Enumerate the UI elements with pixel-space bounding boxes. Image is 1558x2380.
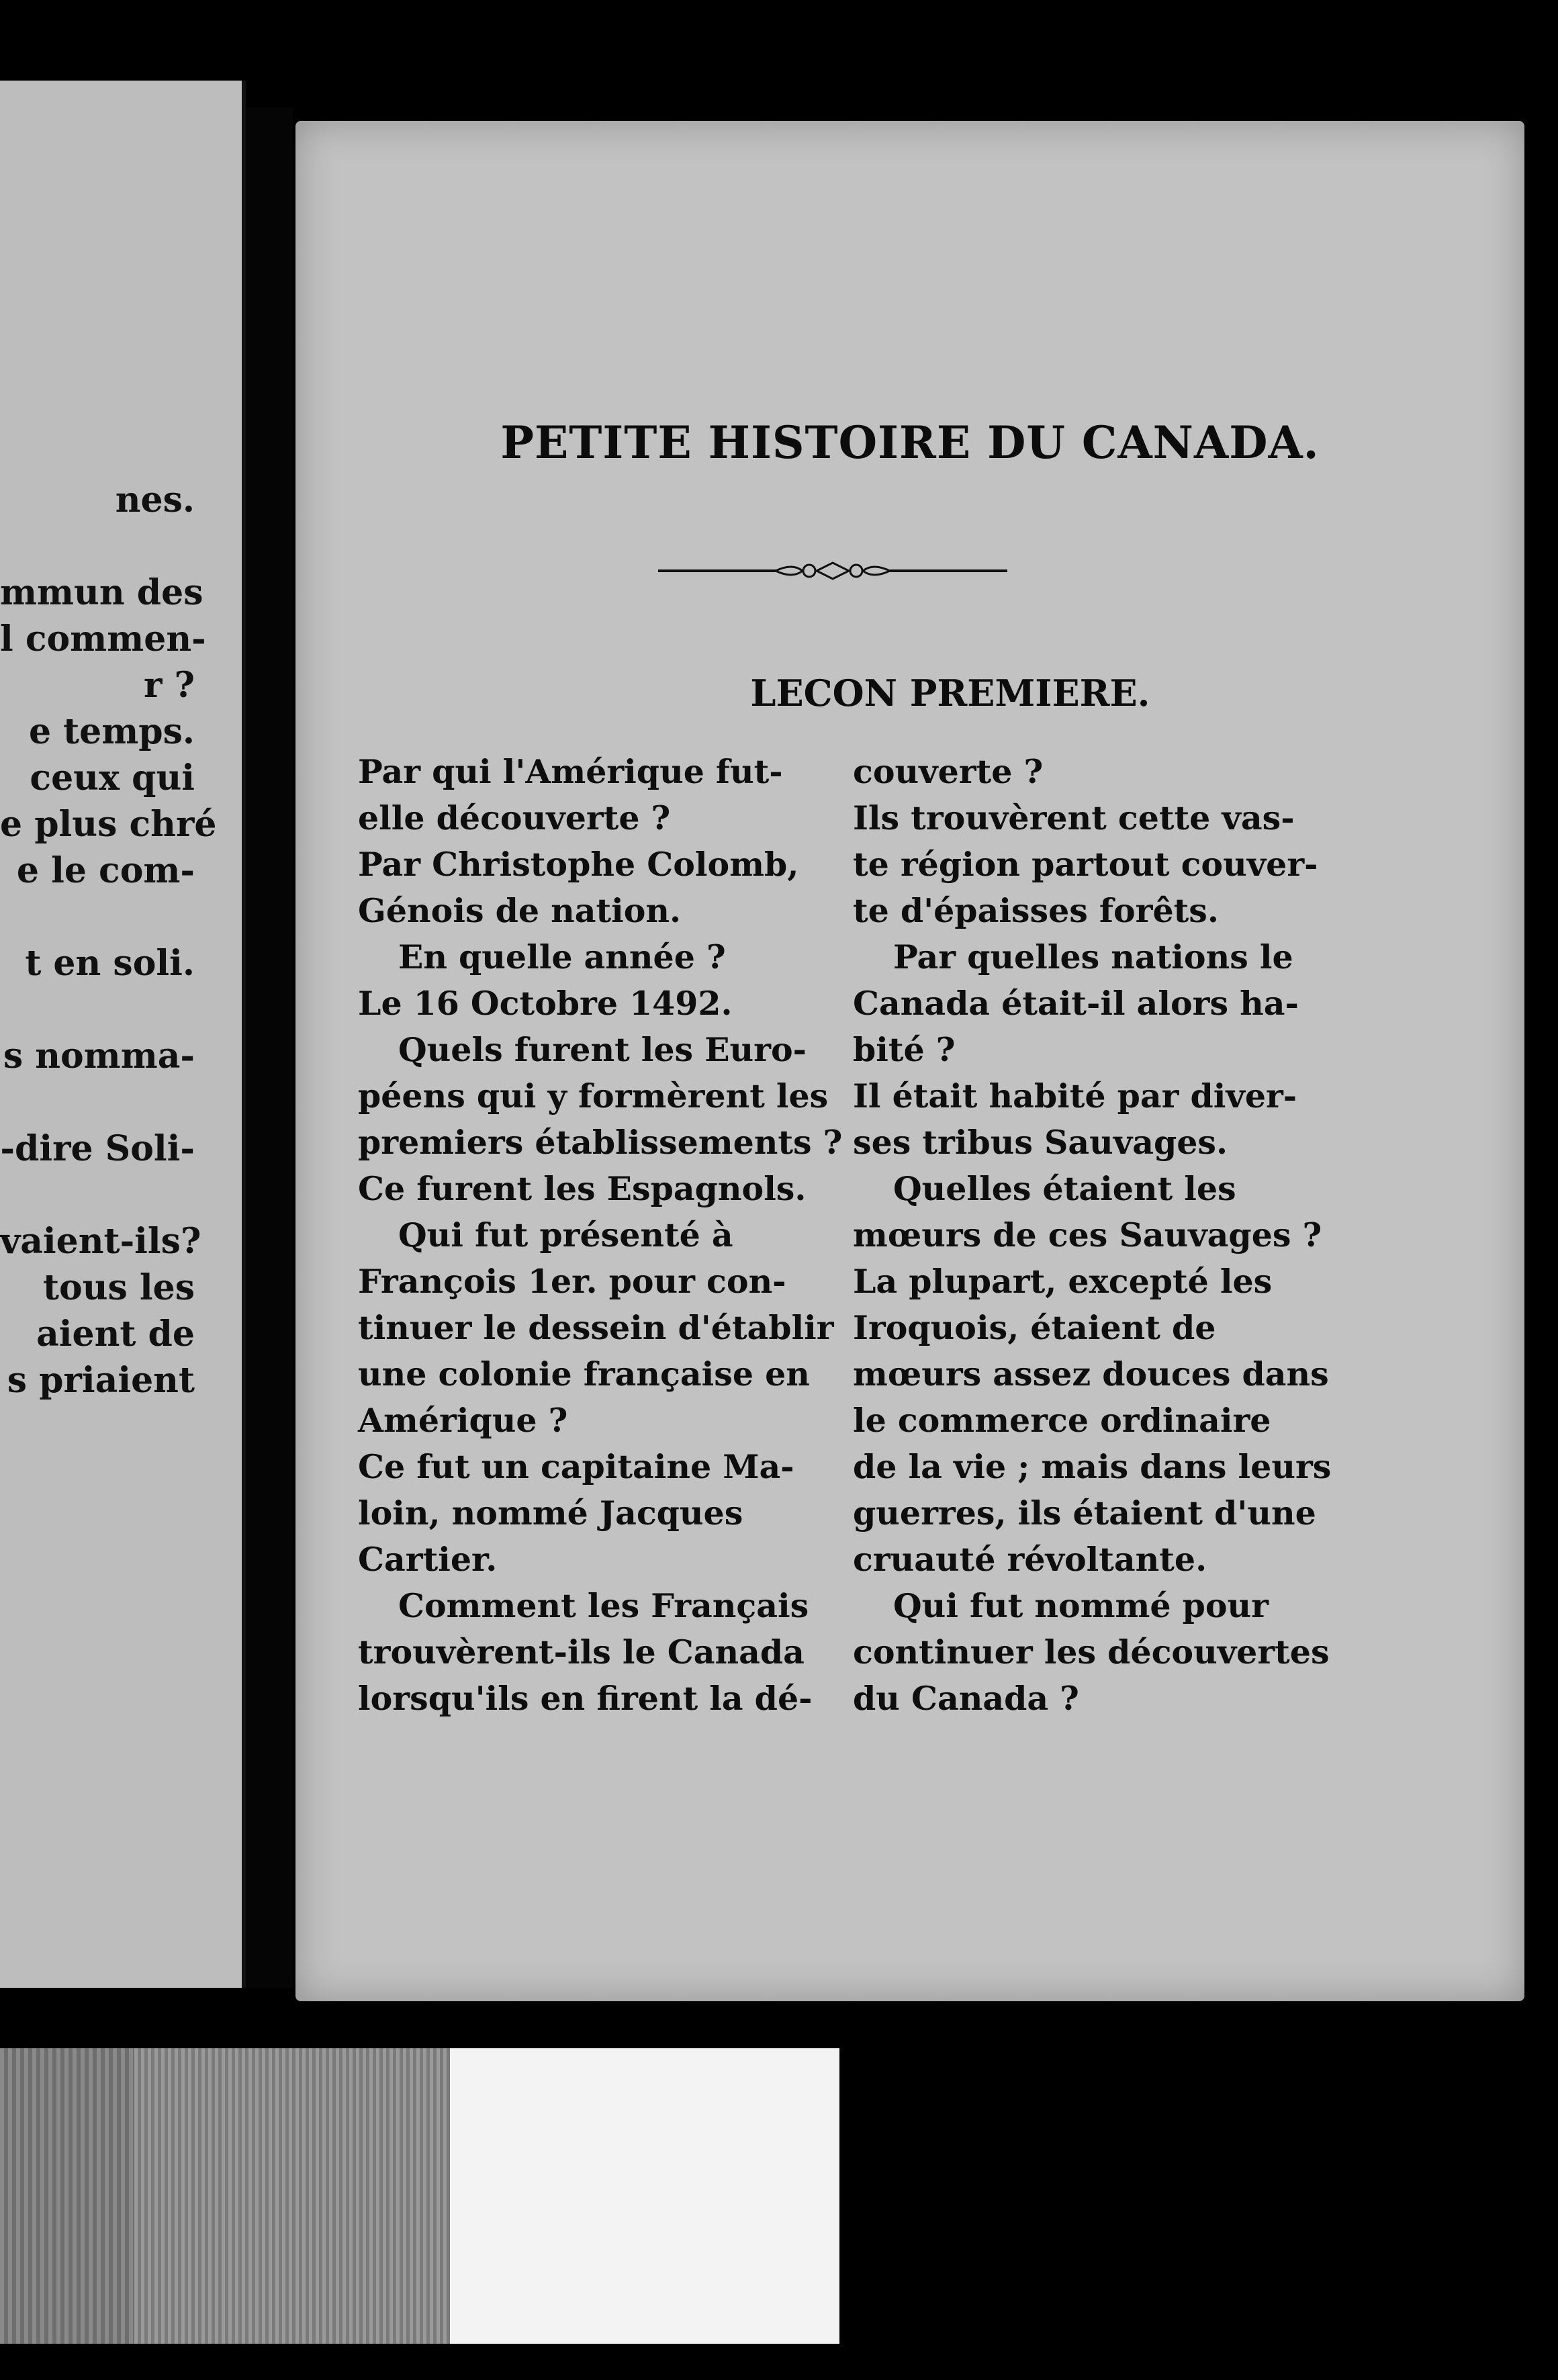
text-line: l commen- <box>0 619 206 659</box>
text-line: mœurs assez douces dans <box>853 1355 1329 1393</box>
text-line: Ils trouvèrent cette vas- <box>853 798 1295 837</box>
text-line: Ce furent les Espagnols. <box>358 1169 807 1208</box>
text-line: péens qui y formèrent les <box>358 1077 829 1115</box>
text-line: loin, nommé Jacques <box>358 1494 743 1532</box>
text-line: vaient-ils? <box>0 1221 201 1262</box>
text-line: lorsqu'ils en firent la dé- <box>358 1679 813 1718</box>
text-line: s priaient <box>7 1360 195 1401</box>
text-line: le commerce ordinaire <box>853 1401 1271 1440</box>
book-cover-edge <box>134 2048 450 2344</box>
text-line: elle découverte ? <box>358 798 671 837</box>
text-line <box>0 1079 195 1126</box>
text-line: ses tribus Sauvages. <box>853 1123 1228 1162</box>
text-line: Canada était-il alors ha- <box>853 984 1299 1023</box>
text-line: premiers établissements ? <box>358 1123 843 1162</box>
ornament-divider <box>658 551 1007 591</box>
page-title: PETITE HISTOIRE DU CANADA. <box>500 416 1320 469</box>
text-line: e temps. <box>28 711 195 752</box>
text-line: François 1er. pour con- <box>358 1262 786 1301</box>
book-page <box>295 121 1524 2001</box>
text-line: cruauté révoltante. <box>853 1540 1207 1579</box>
text-line: Qui fut nommé pour <box>893 1586 1269 1625</box>
text-line: e plus chré <box>0 804 217 845</box>
text-line: de la vie ; mais dans leurs <box>853 1447 1332 1486</box>
lesson-heading: LECON PREMIERE. <box>750 672 1150 715</box>
text-line: Comment les Français <box>398 1586 809 1625</box>
text-column-left <box>358 749 843 1722</box>
text-line: Quels furent les Euro- <box>398 1030 807 1069</box>
text-line: r ? <box>144 665 195 706</box>
white-card <box>450 2048 839 2344</box>
text-line: trouvèrent-ils le Canada <box>358 1633 805 1672</box>
text-line: Cartier. <box>358 1540 498 1579</box>
text-line: nes. <box>115 479 195 520</box>
text-line: Le 16 Octobre 1492. <box>358 984 733 1023</box>
text-line: tinuer le dessein d'établir <box>358 1308 834 1347</box>
text-line: te région partout couver- <box>853 845 1318 884</box>
text-line: Par qui l'Amérique fut- <box>358 752 783 791</box>
text-line: ceux qui <box>30 758 195 798</box>
text-line: une colonie française en <box>358 1355 810 1393</box>
text-line: continuer les découvertes <box>853 1633 1330 1672</box>
text-line: couverte ? <box>853 752 1044 791</box>
text-line: Qui fut présenté à <box>398 1216 733 1254</box>
text-line: La plupart, excepté les <box>853 1262 1273 1301</box>
text-line: Quelles étaient les <box>893 1169 1236 1208</box>
facing-page-text <box>0 477 217 1404</box>
text-line: Par quelles nations le <box>893 937 1293 976</box>
text-line <box>0 523 195 569</box>
text-line: Ce fut un capitaine Ma- <box>358 1447 794 1486</box>
book-gutter <box>246 107 293 1988</box>
text-line: Il était habité par diver- <box>853 1077 1297 1115</box>
text-column-right <box>853 749 1332 1722</box>
text-line: -dire Soli- <box>0 1128 195 1169</box>
text-line: aient de <box>36 1314 195 1355</box>
text-line: Amérique ? <box>358 1401 568 1440</box>
text-line: Génois de nation. <box>358 891 682 930</box>
text-line: mmun des <box>0 572 203 613</box>
text-line <box>0 1172 195 1218</box>
text-line: Iroquois, étaient de <box>853 1308 1216 1347</box>
text-line: s nomma- <box>3 1036 195 1077</box>
text-line: t en soli. <box>25 943 195 984</box>
text-line: bité ? <box>853 1030 956 1069</box>
text-line <box>0 894 195 940</box>
text-line: tous les <box>42 1267 195 1308</box>
text-line <box>0 987 195 1033</box>
text-line: En quelle année ? <box>398 937 726 976</box>
text-line: e le com- <box>16 850 195 891</box>
text-line: Par Christophe Colomb, <box>358 845 799 884</box>
facing-page-fragment <box>0 81 246 1988</box>
text-line: mœurs de ces Sauvages ? <box>853 1216 1322 1254</box>
text-line: te d'épaisses forêts. <box>853 891 1219 930</box>
text-line: du Canada ? <box>853 1679 1079 1718</box>
text-line: guerres, ils étaient d'une <box>853 1494 1316 1532</box>
